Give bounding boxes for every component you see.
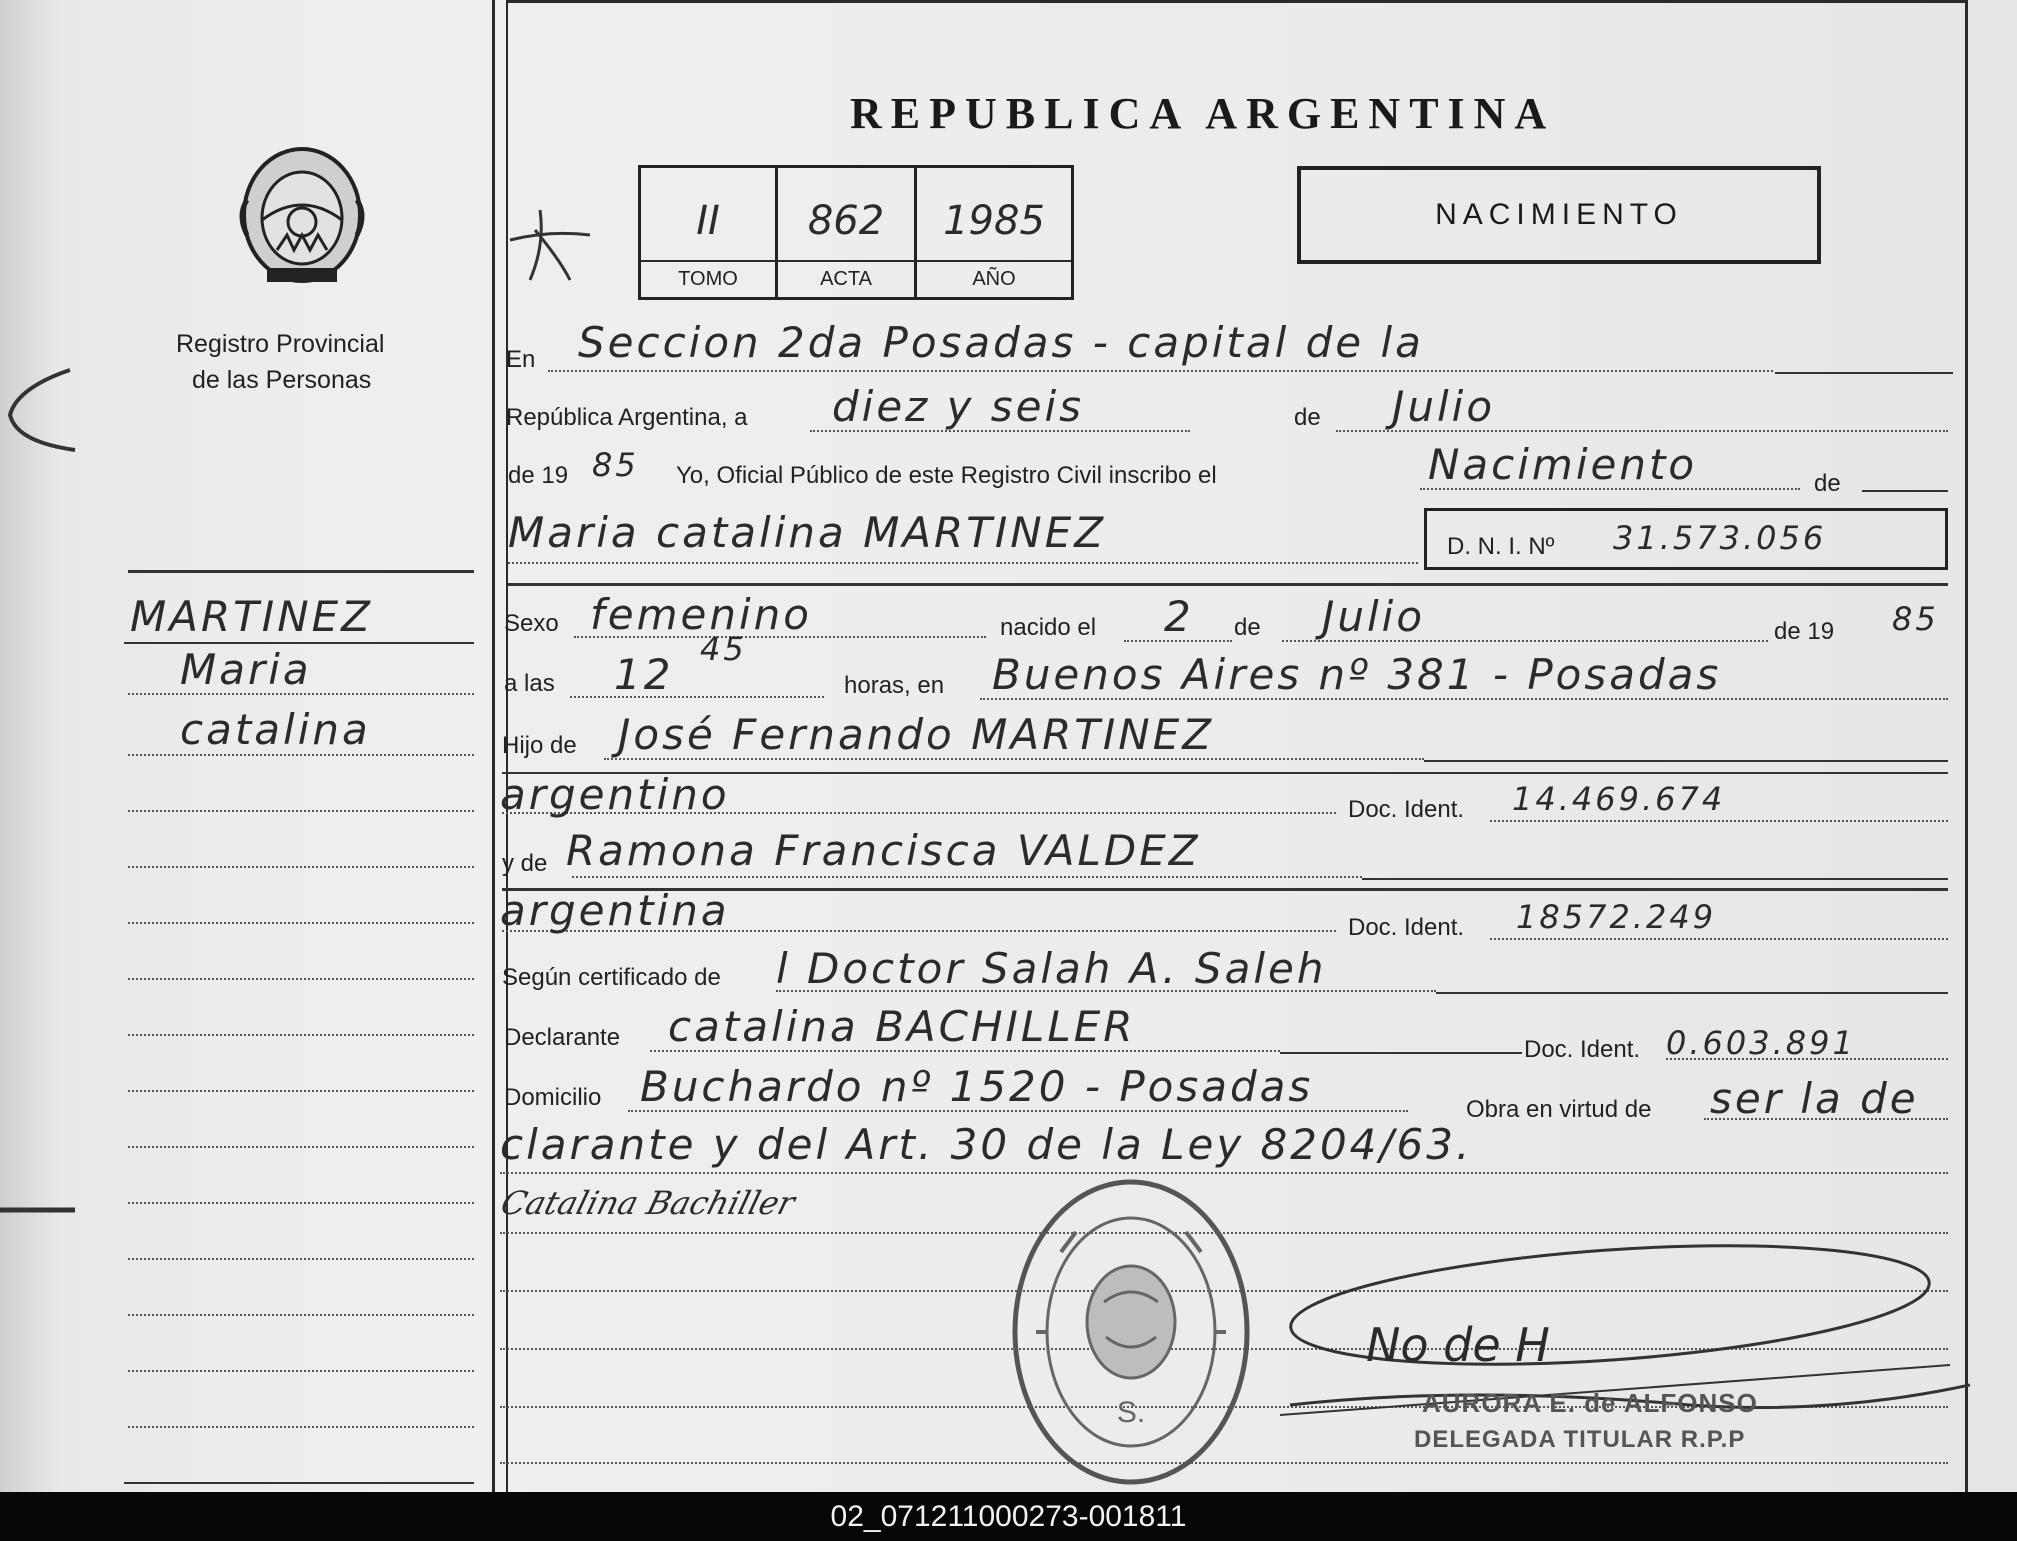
margin-rule [128, 1314, 474, 1316]
entry-anio-nac: 85 [1892, 600, 1939, 638]
label-segun: Según certificado de [502, 964, 721, 991]
anio-value: 1985 [943, 198, 1045, 244]
label-doc-ident2: Doc. Ident. [1348, 914, 1465, 941]
label-declarante: Declarante [504, 1024, 621, 1051]
margin-rule [128, 754, 474, 756]
entry-domicilio: Buchardo nº 1520 - Posadas [640, 1062, 1314, 1111]
act-type-box: NACIMIENTO [1297, 166, 1821, 264]
file-id-bar [0, 1492, 2017, 1541]
label-y-de: y de [502, 850, 548, 877]
asterisk-mark [500, 200, 600, 290]
binding-mark [0, 360, 80, 460]
anio-label: AÑO [972, 268, 1016, 290]
label-de2: de [1814, 470, 1841, 497]
officer-name: AURORA E. de ALFONSO [1422, 1388, 1758, 1418]
entry-padre-nacionalidad: argentino [500, 770, 730, 819]
label-yo-oficial: Yo, Oficial Público de este Registro Civil inscribo el [676, 462, 1217, 489]
field-line [548, 370, 1773, 372]
label-obra: Obra en virtud de [1466, 1096, 1652, 1123]
entry-mes-nac: Julio [1322, 592, 1426, 641]
entry-sexo: femenino [590, 590, 812, 639]
entry-nombre: Maria catalina MARTINEZ [508, 508, 1106, 557]
officer-title: DELEGADA TITULAR R.P.P [1414, 1426, 1746, 1453]
margin-rule [128, 1090, 474, 1092]
tomo-value: II [696, 198, 720, 244]
declarante-signature: Catalina Bachiller [496, 1184, 799, 1222]
margin-rule [128, 978, 474, 980]
label-horas-en: horas, en [844, 672, 945, 699]
label-de-19b: de 19 [1774, 618, 1835, 645]
margin-rule [128, 810, 474, 812]
margin-rule [128, 866, 474, 868]
entry-padre-doc: 14.469.674 [1512, 780, 1726, 818]
entry-mes: Julio [1392, 382, 1496, 431]
entry-lugar-nac: Buenos Aires nº 381 - Posadas [992, 650, 1722, 699]
tomo-cell [641, 168, 778, 297]
label-nacido-el: nacido el [1000, 614, 1097, 641]
dni-box [1424, 508, 1948, 570]
entry-dia-nac: 2 [1164, 592, 1194, 641]
margin-first-name: Maria [180, 645, 312, 694]
field-line [1490, 820, 1948, 822]
margin-rule [128, 1146, 474, 1148]
field-line [508, 562, 1418, 564]
entry-dni: 31.573.056 [1613, 519, 1827, 557]
label-sexo: Sexo [504, 610, 559, 637]
entry-minutos: 45 [700, 630, 747, 668]
section-rule [508, 583, 1948, 586]
margin-rule [128, 922, 474, 924]
entry-madre-doc: 18572.249 [1516, 898, 1717, 936]
entry-obra: ser la de [1710, 1074, 1919, 1123]
acta-value: 862 [807, 198, 885, 244]
label-de-19: de 19 [508, 462, 569, 489]
acta-cell [778, 168, 917, 297]
margin-rule [124, 642, 474, 644]
acta-label: ACTA [820, 268, 872, 290]
entry-tipo: Nacimiento [1428, 440, 1698, 489]
entry-certificado: l Doctor Salah A. Saleh [776, 944, 1327, 993]
field-line [1775, 372, 1953, 374]
label-doc-ident: Doc. Ident. [1348, 796, 1465, 823]
anio-cell [917, 168, 1071, 297]
registry-number-table [638, 165, 1074, 300]
label-en: En [506, 346, 536, 373]
entry-madre-nacionalidad: argentina [500, 886, 730, 935]
margin-rule [128, 1202, 474, 1204]
label-a-las: a las [504, 670, 555, 697]
field-line [572, 876, 1362, 878]
binding-mark [0, 1195, 80, 1225]
entry-declarante-doc: 0.603.891 [1666, 1024, 1856, 1062]
registry-name-line2: de las Personas [192, 366, 372, 394]
label-dni: D. N. I. Nº [1447, 533, 1555, 560]
margin-top-rule [128, 570, 474, 573]
svg-text:S.: S. [1116, 1396, 1146, 1429]
label-republica: República Argentina, a [506, 404, 748, 431]
margin-rule [128, 1370, 474, 1372]
entry-dia: diez y seis [832, 382, 1085, 431]
field-line [1862, 490, 1948, 492]
misiones-coat-of-arms [232, 140, 372, 290]
margin-rule [128, 1426, 474, 1428]
entry-lugar: Seccion 2da Posadas - capital de la [578, 318, 1424, 367]
field-line [1280, 1052, 1522, 1054]
field-line [1490, 938, 1948, 940]
frame-top-border [508, 0, 1966, 3]
file-id: 02_071211000273-001811 [830, 1500, 1187, 1533]
registry-name-line1: Registro Provincial [176, 330, 385, 358]
entry-hora: 12 [614, 650, 674, 699]
margin-bottom-rule [124, 1482, 474, 1484]
field-line [1362, 878, 1948, 880]
column-separator [492, 0, 495, 1492]
label-de: de [1294, 404, 1321, 431]
margin-rule [128, 693, 474, 695]
label-domicilio: Domicilio [504, 1084, 602, 1111]
entry-padre: José Fernando MARTINEZ [618, 710, 1215, 759]
table-divider [641, 260, 1071, 262]
document-title: REPUBLICA ARGENTINA [850, 89, 1556, 138]
entry-obra-continuacion: clarante y del Art. 30 de la Ley 8204/63. [500, 1120, 1473, 1169]
tomo-label: TOMO [678, 268, 738, 290]
margin-surname: MARTINEZ [130, 592, 373, 641]
entry-anio-inscripcion: 85 [592, 446, 639, 484]
officer-signature: No de H [1366, 1318, 1550, 1372]
entry-declarante: catalina BACHILLER [668, 1002, 1136, 1051]
official-seal [1006, 1172, 1256, 1492]
field-line [570, 696, 824, 698]
margin-rule [128, 1258, 474, 1260]
entry-madre: Ramona Francisca VALDEZ [566, 826, 1201, 875]
label-hijo-de: Hijo de [502, 732, 577, 759]
field-line [1424, 760, 1948, 762]
label-de3: de [1234, 614, 1261, 641]
label-doc-ident3: Doc. Ident. [1524, 1036, 1641, 1063]
margin-second-name: catalina [180, 705, 371, 754]
field-line [1436, 992, 1948, 994]
margin-rule [128, 1034, 474, 1036]
